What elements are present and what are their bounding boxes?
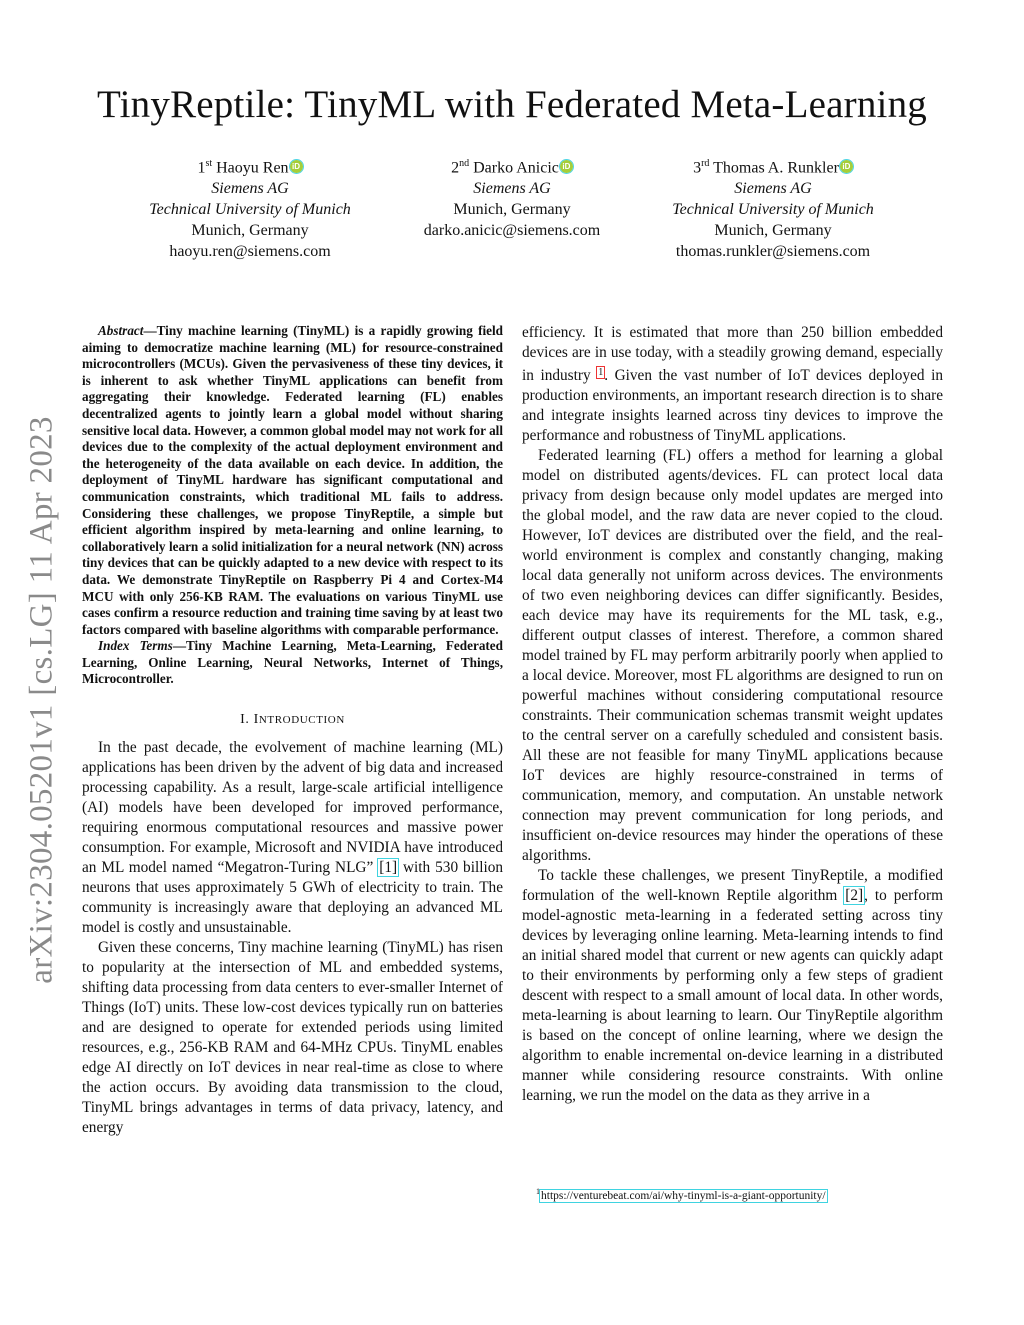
index-terms	[82, 638, 503, 688]
author-ordinal-sup: st	[205, 158, 213, 169]
index-terms-dash: —	[172, 638, 186, 654]
author-email: darko.anicic@siemens.com	[423, 222, 601, 240]
section-first-letter: I	[253, 712, 259, 728]
author-org: Siemens AG	[473, 180, 551, 198]
author-name-line	[372, 153, 652, 178]
index-terms-text: Tiny Machine Learning, Meta-Learning, Federated Learning, Online Learning, Neural Networks, Internet of Things, Microcontroller.	[82, 638, 503, 687]
author-name-line	[110, 153, 390, 178]
author-org: Siemens AG	[211, 180, 289, 198]
section-number: I.	[240, 712, 250, 728]
left-column	[82, 323, 503, 1138]
right-paragraph-2: Federated learning (FL) offers a method for learning a global model on distributed agents/devices. FL can protect local data privacy from design because only model updates are merged into the global model, and the raw data are never copied to the cloud. However, IoT devices are distributed over the field, and the real-world environment is complex and constantly changing, making local data generally not uniform across devices. The environments of two even neighboring devices can differ significantly. Besides, each device may have its requirements for the ML task, e.g., different output classes of interest. Therefore, a common shared model trained by FL may perform arbitrarily poorly when applied to a local device. Moreover, most FL algorithms are designed to run on powerful machines without considering computational resource constraints. Their communication schemas transmit weight updates to the central server on a carefully scheduled and consistent basis. All these are not feasible for many TinyML applications because IoT devices are highly resource-constrained in terms of communication, memory, and computation. An unstable network connection may prevent communication for long periods, and insufficient on-device resources may hinder the operations of these algorithms.	[522, 447, 943, 864]
author-email: haoyu.ren@siemens.com	[169, 243, 331, 261]
author-location: Munich, Germany	[714, 222, 832, 240]
author-ordinal: 3	[693, 159, 702, 177]
intro-paragraph-1	[82, 738, 503, 938]
citation-link[interactable]: [1]	[379, 859, 398, 877]
abstract-dash: —	[143, 323, 157, 338]
abstract-text: Tiny machine learning (TinyML) is a rapidly growing field aiming to democratize machine learning (ML) for resource-constrained microcontrollers (MCUs). Given the pervasiveness of these tiny devices, it is inherent to ask whether TinyML applications can benefit from aggregating their knowledge. Federated learning (FL) enables decentralized agents to jointly learn a global model without sharing sensitive local data. However, a common global model may not work for all devices due to the complexity of the actual deployment environment and the heterogeneity of the data available on each device. In addition, the deployment of TinyML hardware has significant computational and communication constraints, which traditional ML fails to address. Considering these challenges, we propose TinyReptile, a simple but efficient algorithm inspired by meta-learning and online learning, to collaboratively learn a solid initialization for a neural network (NN) across tiny devices that can be quickly adapted to a new device with respect to its data. We demonstrate TinyReptile on Raspberry Pi 4 and Cortex-M4 MCU with only 256-KB RAM. The evaluations on various TinyML use cases confirm a resource reduction and training time saving by at least two factors compared with baseline algorithms with comparable performance.	[82, 323, 503, 637]
citation-link[interactable]: [2]	[845, 887, 864, 904]
footnote	[536, 1185, 827, 1203]
author-name: Darko Anicic	[473, 159, 559, 177]
orcid-icon[interactable]: iD	[290, 160, 303, 173]
abstract-label: Abstract	[98, 323, 144, 338]
author-location: Munich, Germany	[453, 201, 571, 219]
author-ordinal: 2	[451, 159, 460, 177]
paragraph-text: efficiency. It is estimated that more than 250 billion embedded devices are in use today, with a steadily growing demand, especially in industry	[522, 324, 943, 384]
abstract	[82, 323, 503, 638]
author-dept: Technical University of Munich	[672, 201, 874, 219]
author-location: Munich, Germany	[191, 222, 309, 240]
author-block-2	[372, 153, 652, 241]
orcid-icon[interactable]: iD	[560, 160, 573, 173]
author-ordinal-sup: rd	[701, 158, 710, 169]
footnote-ref-link[interactable]: 1	[598, 367, 604, 378]
author-name: Haoyu Ren	[216, 159, 289, 177]
right-paragraph-3	[522, 866, 943, 1106]
right-column	[522, 323, 943, 1106]
paper-title: TinyReptile: TinyML with Federated Meta-Learning	[97, 83, 927, 126]
paragraph-text: In the past decade, the evolvement of machine learning (ML) applications has been driven by the advent of big data and increased processing capability. As a result, large-scale artificial intelligence (AI) models have been developed for improved performance, requiring enormous computational resources and massive power consumption. For example, Microsoft and NVIDIA have introduced an ML model named “Megatron-Turing NLG”	[82, 739, 503, 877]
section-heading	[82, 710, 503, 730]
paragraph-text: To tackle these challenges, we present TinyReptile, a modified formulation of the well-known Reptile algorithm	[522, 867, 943, 904]
paragraph-text: , to perform model-agnostic meta-learning in a federated setting across tiny devices by leveraging online learning. Meta-learning intends to find an initial shared model that current or new agents can quickly adapt to their environments by performing only a few steps of gradient descent with respect to a small amount of local data. In other words, meta-learning is about learning to learn. Our TinyReptile algorithm is based on the concept of online learning, where we design the algorithm to enable incremental on-device learning in a distributed manner while considering resource constraints. With online learning, we run the model on the data as they arrive in a	[522, 887, 943, 1104]
footnote-url-link[interactable]: https://venturebeat.com/ai/why-tinyml-is-a-giant-opportunity/	[541, 1189, 826, 1202]
author-ordinal-sup: nd	[459, 158, 470, 169]
right-paragraph-1	[522, 323, 943, 446]
author-ordinal: 1	[197, 159, 206, 177]
author-block-1	[110, 153, 390, 262]
index-terms-label: Index Terms	[98, 638, 173, 654]
paragraph-text: . Given the vast number of IoT devices deployed in production environments, an important research direction is to share and integrate insights learned across tiny devices to improve the performance and robustness of TinyML applications.	[522, 367, 943, 444]
author-dept: Technical University of Munich	[149, 201, 351, 219]
author-org: Siemens AG	[734, 180, 812, 198]
author-block-3	[633, 153, 913, 262]
section-title-rest: NTRODUCTION	[258, 714, 345, 727]
footnote-mark: 1	[536, 1187, 540, 1196]
author-email: thomas.runkler@siemens.com	[675, 243, 871, 261]
intro-paragraph-2: Given these concerns, Tiny machine learning (TinyML) has risen to popularity at the intersection of ML and embedded systems, shifting data processing from data centers to ever-smaller Internet of Things (IoT) units. These low-cost devices typically run on batteries and are designed to operate for extended periods using limited resources, e.g., 256-KB RAM and 64-MHz CPUs. TinyML enables edge AI directly on IoT devices in near real-time as close to where the action occurs. By avoiding data transmission to the cloud, TinyML brings advantages in terms of data privacy, latency, and energy	[82, 939, 503, 1137]
arxiv-stamp-text: arXiv:2304.05201v1 [cs.LG] 11 Apr 2023	[23, 416, 60, 984]
orcid-icon[interactable]: iD	[840, 160, 853, 173]
paragraph-text: with 530 billion neurons that uses approximately 5 GWh of electricity to train. The community is increasingly aware that deploying an advanced ML model is costly and unsustainable.	[82, 859, 504, 937]
author-name-line	[633, 153, 913, 178]
author-name: Thomas A. Runkler	[713, 159, 839, 177]
